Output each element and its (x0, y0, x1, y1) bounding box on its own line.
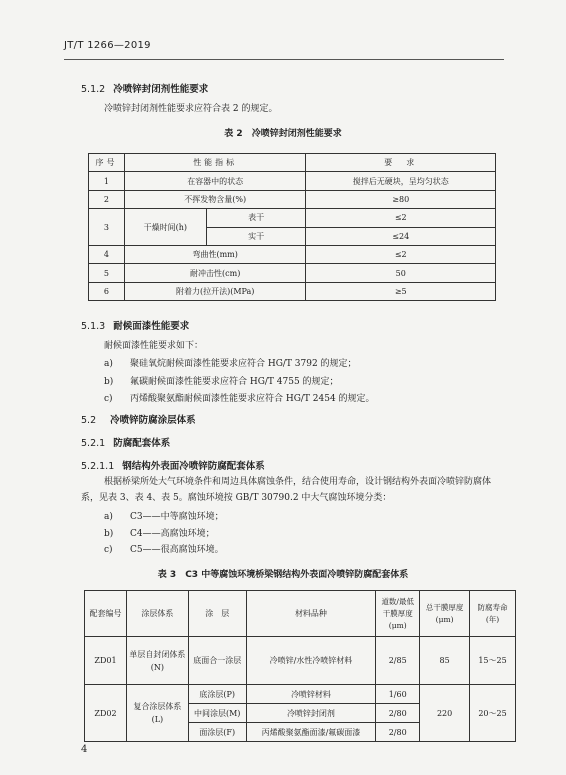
table-row: 5 耐冲击性(cm) 50 (89, 264, 496, 282)
header-cell: 配套编号 (85, 591, 127, 637)
table-2-caption: 表 2 冷喷锌封闭剂性能要求 (224, 129, 342, 139)
table-row: 3 干燥时间(h) 表干 ≤2 (89, 209, 496, 227)
header-cell: 要 求 (306, 154, 496, 172)
header-cell: 总干膜厚度 (μm) (420, 591, 470, 637)
section-5-1-3-intro: 耐候面漆性能要求如下： (104, 341, 204, 351)
section-5-2-1-1-paragraph-line-2: 系，见表 3、表 4、表 5。腐蚀环境按 GB/T 30790.2 中大气腐蚀环境分类： (81, 493, 392, 503)
document-code: JT/T 1266—2019 (64, 40, 151, 51)
header-cell: 性能指标 (124, 154, 306, 172)
section-5-2-1-1-heading: 5.2.1.1 钢结构外表面冷喷锌防腐配套体系 (81, 461, 265, 472)
table-row: ZD02 复合涂层体系 (L) 底涂层(P) 冷喷锌材料 1/60 220 20～25 (85, 685, 516, 704)
table-3-caption: 表 3 C3 中等腐蚀环境桥梁钢结构外表面冷喷锌防腐配套体系 (157, 570, 409, 580)
header-cell: 材料品种 (246, 591, 376, 637)
table-row: 2 不挥发物含量(%) ≥80 (89, 190, 496, 208)
table-row: 4 弯曲性(mm) ≤2 (89, 245, 496, 263)
table-row: 6 附着力(拉开法)(MPa) ≥5 (89, 282, 496, 300)
table-row: 面涂层(F) 丙烯酸聚氨酯面漆/氟碳面漆 2/80 (85, 723, 516, 742)
table-row: 实干 ≤24 (89, 227, 496, 245)
header-cell: 道数/最低 干膜厚度 (μm) (376, 591, 420, 637)
header-rule (64, 59, 504, 60)
table-2 (88, 153, 496, 301)
section-5-1-2-paragraph: 冷喷锌封闭剂性能要求应符合表 2 的规定。 (104, 104, 278, 114)
table-3 (84, 590, 516, 742)
list-item: a) C3——中等腐蚀环境； (104, 512, 224, 522)
header-cell: 序号 (89, 154, 125, 172)
list-item: c) C5——很高腐蚀环境。 (104, 545, 224, 555)
section-5-2-heading: 5.2 冷喷锌防腐涂层体系 (81, 415, 196, 426)
table-row: 中间涂层(M) 冷喷锌封闭剂 2/80 (85, 704, 516, 723)
table-row: ZD01 单层自封闭体系 (N) 底面合一涂层 冷喷锌/水性冷喷锌材料 2/85 85 15～25 (85, 637, 516, 685)
header-cell: 涂 层 (188, 591, 246, 637)
table-2-header-row (89, 154, 496, 172)
list-item: b) 氟碳耐候面漆性能要求应符合 HG/T 4755 的规定； (104, 377, 339, 387)
page-number: 4 (81, 744, 88, 755)
list-item: c) 丙烯酸聚氨酯耐候面漆性能要求应符合 HG/T 2454 的规定。 (104, 394, 375, 404)
section-5-1-2-heading: 5.1.2 冷喷锌封闭剂性能要求 (81, 84, 209, 95)
header-cell: 涂层体系 (126, 591, 188, 637)
list-item: b) C4——高腐蚀环境； (104, 529, 215, 539)
list-item: a) 聚硅氧烷耐候面漆性能要求应符合 HG/T 3792 的规定； (104, 359, 357, 369)
section-5-2-1-heading: 5.2.1 防腐配套体系 (81, 438, 171, 449)
table-3-header-row (85, 591, 516, 637)
section-5-1-3-heading: 5.1.3 耐候面漆性能要求 (81, 321, 190, 332)
header-cell: 防腐寿命 (年) (470, 591, 516, 637)
section-5-2-1-1-paragraph-line-1: 根据桥梁所处大气环境条件和周边具体腐蚀条件，结合使用寿命，设计钢结构外表面冷喷锌防腐体 (104, 477, 492, 487)
table-row: 1 在容器中的状态 搅拌后无硬块，呈均匀状态 (89, 172, 496, 190)
